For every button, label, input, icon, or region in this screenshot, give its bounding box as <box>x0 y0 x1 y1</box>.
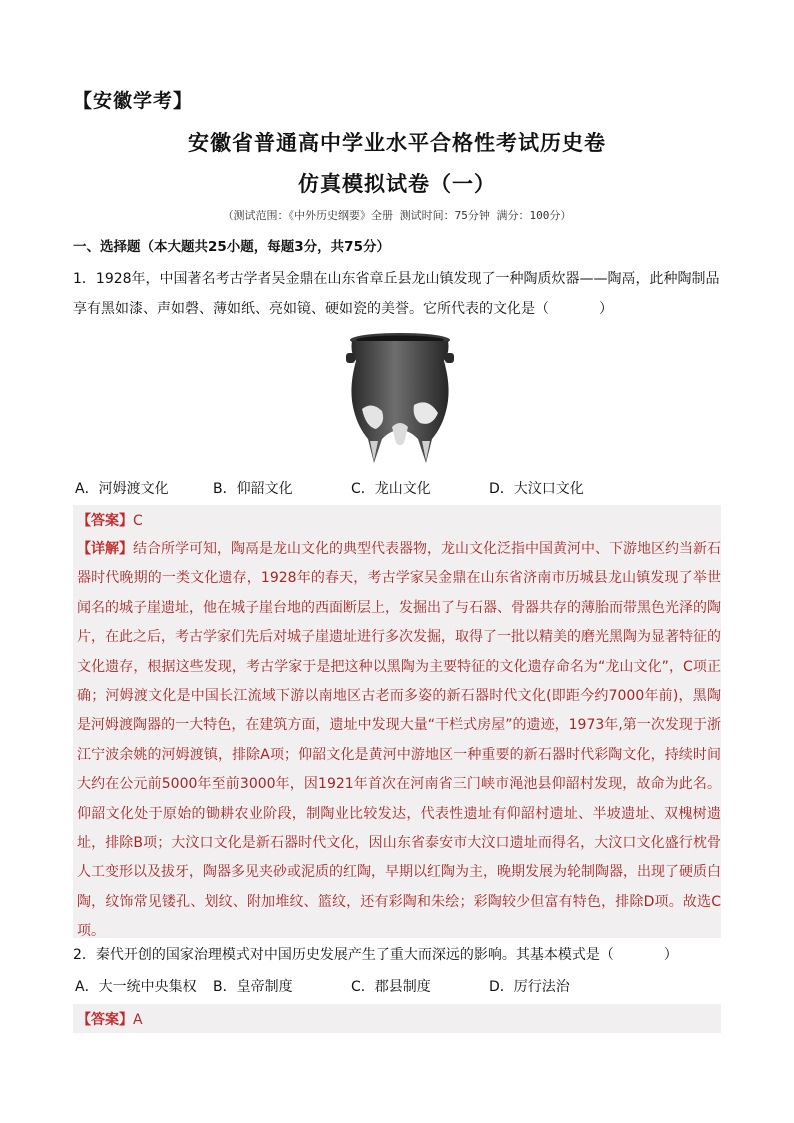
question-1-text: 1．1928年，中国著名考古学者吴金鼎在山东省章丘县龙山镇发现了一种陶质炊器——陶鬲，此种陶制品享有黑如漆、声如磬、薄如纸、亮如镜、硬如瓷的美誉。它所代表的文化是（ <box>73 271 720 317</box>
question-1-options <box>73 474 723 502</box>
explanation-label: 【详解】 <box>77 541 133 557</box>
option-d[interactable]: D．厉行法治 <box>489 979 570 995</box>
exam-subtitle: 仿真模拟试卷（一） <box>298 172 496 196</box>
answer-value: C <box>133 513 143 529</box>
answer-line <box>77 1009 143 1029</box>
exam-title: 安徽省普通高中学业水平合格性考试历史卷 <box>188 131 606 155</box>
answer-value: A <box>133 1012 143 1028</box>
question-2-stem <box>73 940 723 970</box>
question-1-stem <box>73 264 723 324</box>
section-title: 一、选择题（本大题共25小题，每题3分，共75分） <box>73 239 390 255</box>
question-2-paren-close: ） <box>663 947 678 963</box>
option-c[interactable]: C．龙山文化 <box>351 481 431 497</box>
answer-explanation <box>77 535 721 947</box>
question-2-text: 2．秦代开创的国家治理模式对中国历史发展产生了重大而深远的影响。其基本模式是（ <box>73 947 614 963</box>
question-2-answer-box <box>73 1004 721 1033</box>
question-2-options <box>73 972 723 1000</box>
option-c[interactable]: C．郡县制度 <box>351 979 431 995</box>
region-tag: 【安徽学考】 <box>73 90 194 112</box>
exam-scope: （测试范围：《中外历史纲要》全册 测试时间：75分钟 满分：100分） <box>222 209 572 222</box>
option-d[interactable]: D．大汶口文化 <box>489 481 584 497</box>
question-1-answer-box <box>73 505 721 938</box>
answer-label: 【答案】 <box>77 513 133 529</box>
option-b[interactable]: B．皇帝制度 <box>213 979 293 995</box>
option-a[interactable]: A．河姆渡文化 <box>75 481 169 497</box>
option-b[interactable]: B．仰韶文化 <box>213 481 293 497</box>
answer-label: 【答案】 <box>77 1012 133 1028</box>
question-1-paren-close: ） <box>599 301 613 317</box>
pottery-li-tripod-image <box>342 331 458 465</box>
option-a[interactable]: A．大一统中央集权 <box>75 979 197 995</box>
explanation-text: 结合所学可知，陶鬲是龙山文化的典型代表器物，龙山文化泛指中国黄河中、下游地区约当新石器时代晚期的一类文化遗存，1928年的春天，考古学家吴金鼎在山东省济南市历城县龙山镇发现了举世闻名的城子崖遗址，他在城子崖台地的西面断层上，发掘出了与石器、骨器共存的薄胎而带黑色光泽的陶片，在此之后，考古学家们先后对城子崖遗址进行多次发掘，取得了一批以精美的磨光黑陶为显著特征的文化遗存，根据这些发现，考古学家于是把这种以黑陶为主要特征的文化遗存命名为“龙山文化”，C项正确；河姆渡文化是中国长江流域下游以南地区古老而多姿的新石器时代文化(即距今约7000年前)，黑陶是河姆渡陶器的一大特色，在建筑方面，遗址中发现大量“干栏式房屋”的遗迹，1973年,第一次发现于浙江宁波余姚的河姆渡镇，排除A项；仰韶文化是黄河中游地区一种重要的新石器时代彩陶文化，持续时间大约在公元前5000年至前3000年，因1921年首次在河南省三门峡市渑池县仰韶村发现，故命为此名。仰韶文化处于原始的锄耕农业阶段，制陶业比较发达，代表性遗址有仰韶村遗址、半坡遗址、双槐树遗址，排除B项；大汶口文化是新石器时代文化，因山东省泰安市大汶口遗址而得名，大汶口文化盛行枕骨人工变形以及拔牙，陶器多见夹砂或泥质的红陶，早期以红陶为主，晚期发展为轮制陶器，出现了硬质白陶，纹饰常见镂孔、划纹、附加堆纹、篮纹，还有彩陶和朱绘；彩陶较少但富有特色，排除D项。故选C项。 <box>77 541 721 940</box>
answer-line <box>77 510 143 530</box>
